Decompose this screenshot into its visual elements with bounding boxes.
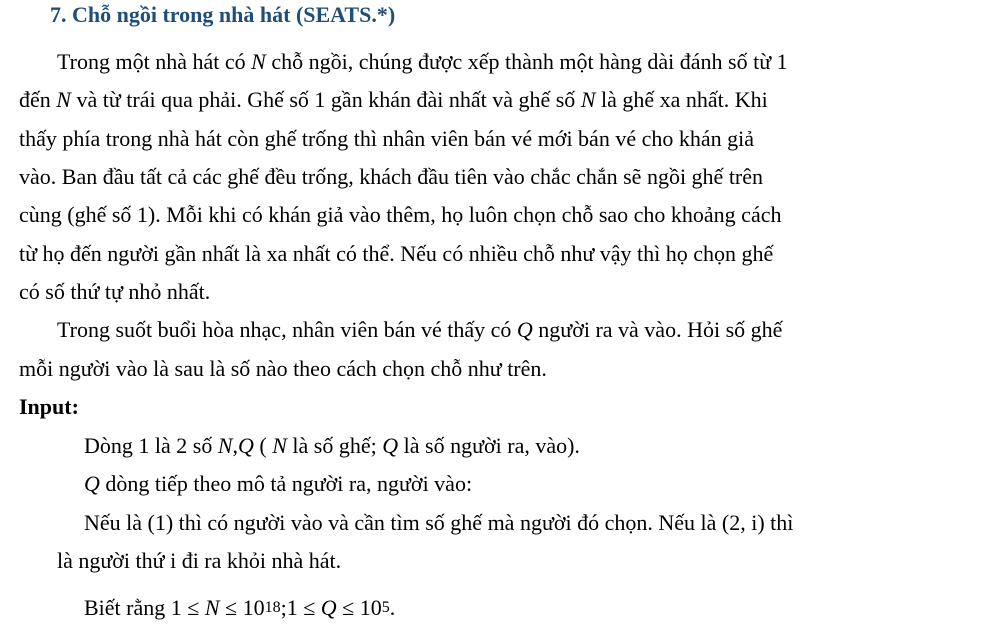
- para1-line-5: cùng (ghế số 1). Mỗi khi có khán giả vào thêm, họ luôn chọn chỗ sao cho khoảng cách: [19, 202, 782, 227]
- para1-line-4: vào. Ban đầu tất cả các ghế đều trống, khách đầu tiên vào chắc chắn sẽ ngồi ghế trên: [19, 164, 764, 189]
- var-n: N: [580, 87, 596, 112]
- para2-line-1: Trong suốt buổi hòa nhạc, nhân viên bán vé thấy có Q người ra và vào. Hỏi số ghế: [57, 317, 783, 342]
- problem-title: [50, 0, 395, 30]
- problem-name: Chỗ ngồi trong nhà hát: [72, 2, 291, 27]
- var-n: N: [217, 433, 233, 458]
- constraints-line: Biết rằng $1 \le N \le 10^{18};1 \le Q \le 10^5$.: [84, 595, 396, 620]
- problem-number: 7.: [50, 2, 67, 27]
- var-n: N: [272, 433, 287, 458]
- input-heading: Input:: [19, 394, 79, 419]
- input-line-4: là người thứ i đi ra khỏi nhà hát.: [57, 548, 342, 573]
- var-n: N: [251, 49, 266, 74]
- var-q: Q: [516, 317, 533, 342]
- input-line-1: Dòng 1 là 2 số N,Q ( N là số ghế; Q là số người ra, vào).: [84, 433, 580, 458]
- var-n: N: [204, 595, 220, 620]
- para2-line-2: mỗi người vào là sau là số nào theo cách chọn chỗ như trên.: [19, 356, 547, 381]
- var-q: Q: [382, 433, 399, 458]
- para1-line-2: đến N và từ trái qua phải. Ghế số 1 gần khán đài nhất và ghế số N là ghế xa nhất. Khi: [19, 87, 768, 112]
- var-q: Q: [320, 595, 337, 620]
- input-line-2: Q dòng tiếp theo mô tả người ra, người vào:: [84, 471, 473, 496]
- exponent-18: 18: [264, 599, 281, 616]
- var-q: Q: [84, 471, 100, 496]
- para1-line-6: từ họ đến người gần nhất là xa nhất có thể. Nếu có nhiều chỗ như vậy thì họ chọn ghế: [19, 241, 774, 266]
- input-line-3: Nếu là (1) thì có người vào và cần tìm số ghế mà người đó chọn. Nếu là (2, i) thì: [84, 510, 794, 535]
- var-q: Q: [238, 433, 254, 458]
- para1-line-7: có số thứ tự nhỏ nhất.: [19, 279, 211, 304]
- para1-line-1: Trong một nhà hát có N chỗ ngồi, chúng được xếp thành một hàng dài đánh số từ 1: [57, 49, 788, 74]
- para1-line-3: thấy phía trong nhà hát còn ghế trống thì nhân viên bán vé mới bán vé cho khán giả: [19, 126, 754, 151]
- problem-code: (SEATS.*): [295, 2, 396, 27]
- var-n: N: [56, 87, 71, 112]
- exponent-5: 5: [381, 599, 390, 616]
